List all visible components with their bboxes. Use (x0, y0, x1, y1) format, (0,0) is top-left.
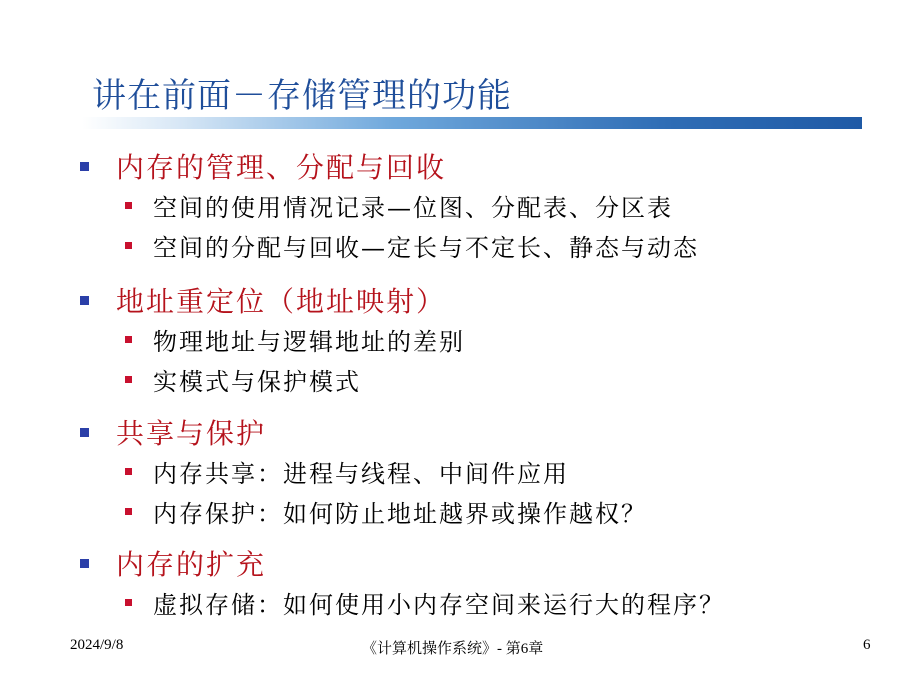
list-item (125, 228, 699, 263)
footer-date: 2024/9/8 (70, 637, 124, 653)
list-item-text: 内存共享：进程与线程、中间件应用 (153, 460, 569, 488)
list-item-text: 物理地址与逻辑地址的差别 (153, 328, 465, 356)
section-heading-text: 地址重定位（地址映射） (116, 285, 447, 318)
list-item-text: 空间的使用情况记录—位图、分配表、分区表 (153, 194, 673, 222)
list-item-text: 实模式与保护模式 (153, 368, 361, 396)
square-bullet-icon (125, 376, 132, 383)
list-item (125, 362, 361, 397)
section-heading-address-relocation (80, 280, 446, 320)
footer-course-title: 《计算机操作系统》- 第6章 (362, 641, 544, 657)
section-heading-text: 内存的扩充 (116, 548, 267, 581)
square-bullet-icon (80, 296, 89, 305)
list-item-text: 空间的分配与回收—定长与不定长、静态与动态 (153, 234, 699, 262)
square-bullet-icon (80, 162, 89, 171)
list-item (125, 188, 673, 223)
section-heading-memory-expansion (80, 543, 266, 583)
square-bullet-icon (80, 559, 89, 568)
list-item-text: 虚拟存储：如何使用小内存空间来运行大的程序？ (153, 591, 725, 619)
list-item (125, 494, 647, 529)
section-heading-memory-management (80, 146, 446, 186)
list-item (125, 454, 569, 489)
list-item-text: 内存保护：如何防止地址越界或操作越权？ (153, 500, 647, 528)
section-heading-text: 共享与保护 (116, 417, 267, 450)
section-heading-text: 内存的管理、分配与回收 (116, 151, 447, 184)
square-bullet-icon (125, 242, 132, 249)
square-bullet-icon (80, 428, 89, 437)
square-bullet-icon (125, 508, 132, 515)
slide-title: 讲在前面－存储管理的功能 (92, 76, 512, 116)
section-heading-sharing-protection (80, 412, 266, 452)
square-bullet-icon (125, 336, 132, 343)
list-item (125, 322, 465, 357)
list-item (125, 585, 725, 620)
square-bullet-icon (125, 202, 132, 209)
square-bullet-icon (125, 599, 132, 606)
square-bullet-icon (125, 468, 132, 475)
footer-page-number: 6 (863, 637, 871, 653)
